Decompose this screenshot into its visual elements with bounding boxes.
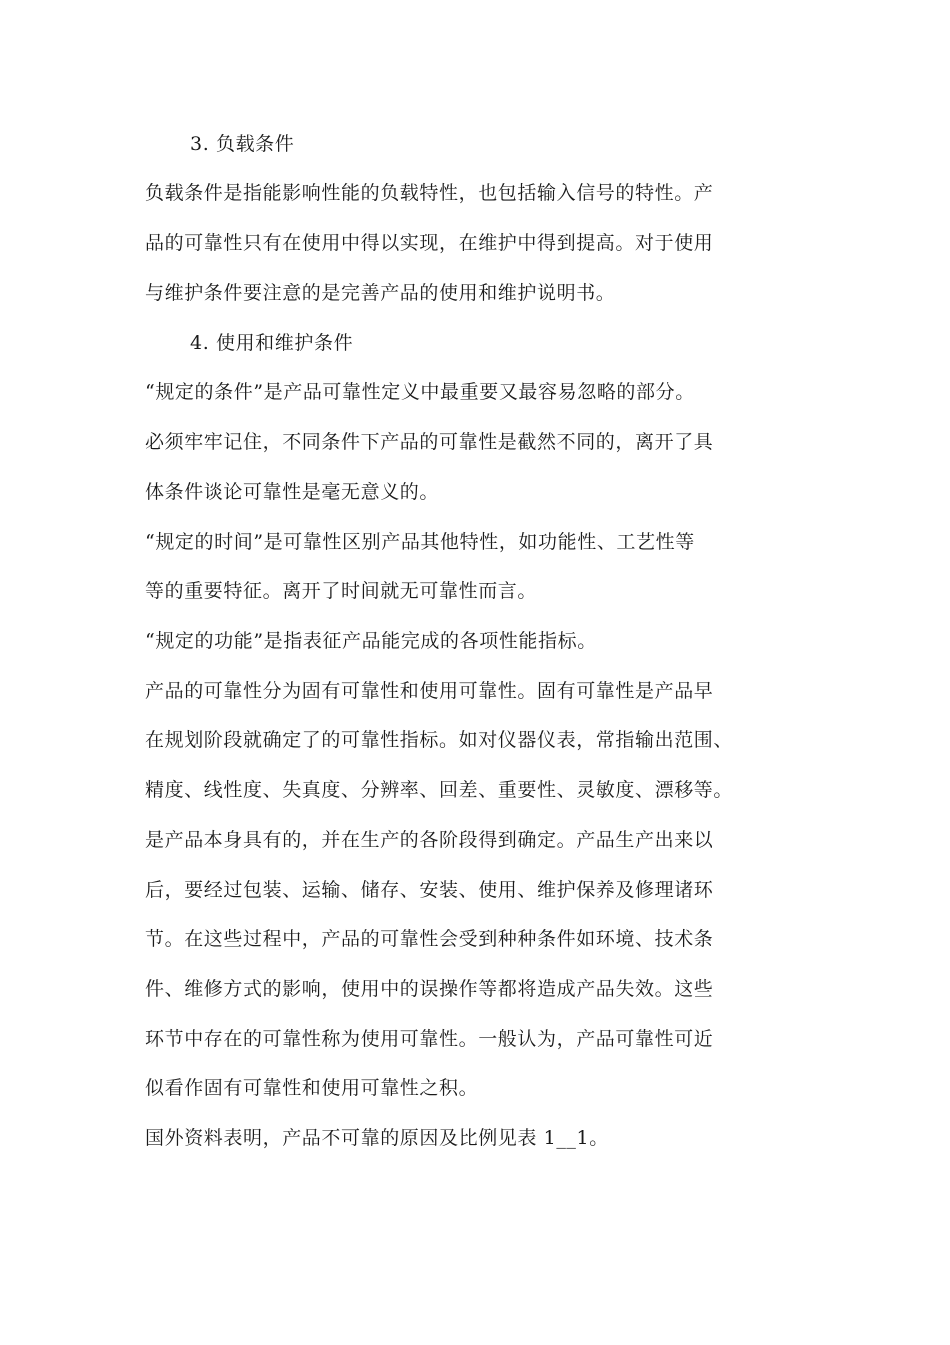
paragraph-line: 与维护条件要注意的是完善产品的使用和维护说明书。 <box>145 282 616 304</box>
section-heading-use-maintenance: 4. 使用和维护条件 <box>190 332 354 354</box>
paragraph-line: 产品的可靠性分为固有可靠性和使用可靠性。固有可靠性是产品早 <box>145 680 714 702</box>
paragraph-line: 等的重要特征。离开了时间就无可靠性而言。 <box>145 580 538 602</box>
paragraph-line: 环节中存在的可靠性称为使用可靠性。一般认为，产品可靠性可近 <box>145 1028 714 1050</box>
paragraph-line: “规定的功能”是指表征产品能完成的各项性能指标。 <box>145 630 597 652</box>
paragraph-line: 节。在这些过程中，产品的可靠性会受到种种条件如环境、技术条 <box>145 928 714 950</box>
paragraph-line: 在规划阶段就确定了的可靠性指标。如对仪器仪表，常指输出范围、 <box>145 729 734 751</box>
paragraph-line: 必须牢牢记住，不同条件下产品的可靠性是截然不同的，离开了具 <box>145 431 714 453</box>
paragraph-line: 是产品本身具有的，并在生产的各阶段得到确定。产品生产出来以 <box>145 829 714 851</box>
paragraph-line: 国外资料表明，产品不可靠的原因及比例见表 1__1。 <box>145 1127 609 1149</box>
paragraph-line: 品的可靠性只有在使用中得以实现，在维护中得到提高。对于使用 <box>145 232 714 254</box>
paragraph-line: 负载条件是指能影响性能的负载特性，也包括输入信号的特性。产 <box>145 182 714 204</box>
paragraph-line: 件、维修方式的影响，使用中的误操作等都将造成产品失效。这些 <box>145 978 714 1000</box>
paragraph-line: 后，要经过包装、运输、储存、安装、使用、维护保养及修理诸环 <box>145 879 714 901</box>
paragraph-line: 精度、线性度、失真度、分辨率、回差、重要性、灵敏度、漂移等。 <box>145 779 734 801</box>
paragraph-line: “规定的条件”是产品可靠性定义中最重要又最容易忽略的部分。 <box>145 381 695 403</box>
paragraph-line: 体条件谈论可靠性是毫无意义的。 <box>145 481 440 503</box>
paragraph-line: “规定的时间”是可靠性区别产品其他特性，如功能性、工艺性等 <box>145 531 695 553</box>
paragraph-line: 似看作固有可靠性和使用可靠性之积。 <box>145 1077 479 1099</box>
section-heading-load-conditions: 3. 负载条件 <box>190 133 295 155</box>
